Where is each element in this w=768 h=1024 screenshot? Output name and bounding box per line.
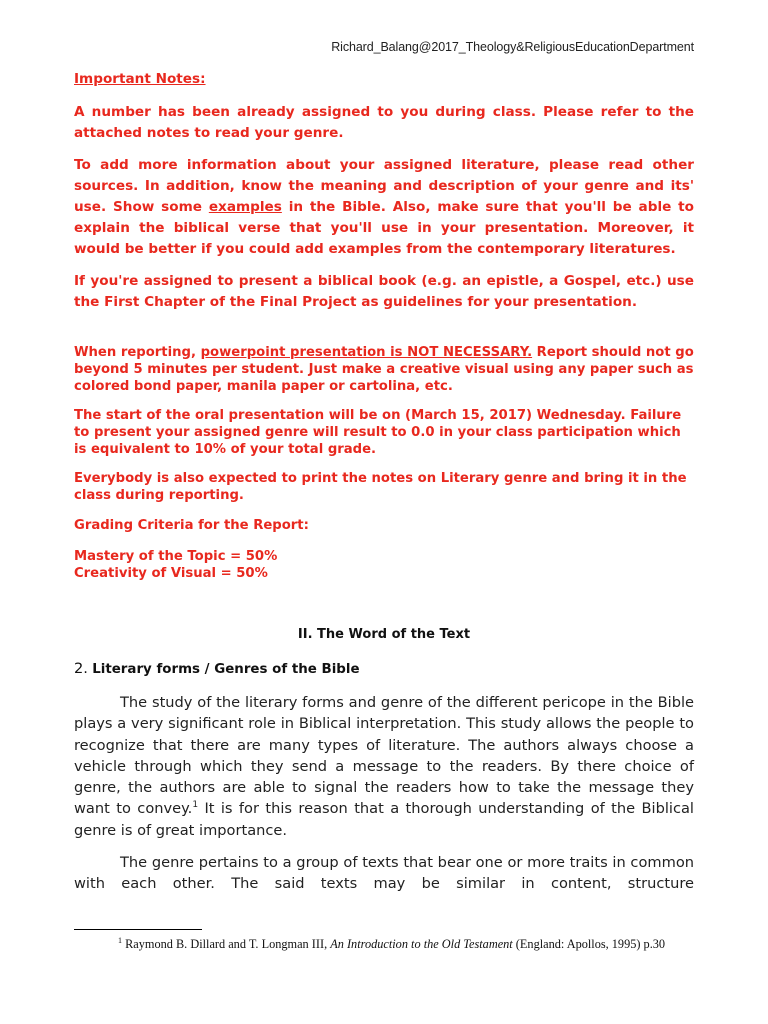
footnote-publication: (England: Apollos, 1995) p.30: [512, 937, 666, 951]
grading-criteria-heading: Grading Criteria for the Report:: [74, 518, 309, 533]
section-title: II. The Word of the Text: [297, 627, 471, 642]
footnote-author: Raymond B. Dillard and T. Longman III,: [122, 937, 331, 951]
note-paragraph: If you're assigned to present a biblical book (e.g. an epistle, a Gospel, etc.) use the First Chapter of the Final Project as guidelines for your presentation.: [74, 273, 694, 310]
note-paragraph: [74, 344, 694, 395]
criteria-item: Creativity of Visual = 50%: [74, 566, 268, 581]
body-paragraph: The genre pertains to a group of texts that bear one or more traits in common with each other. The said texts may be similar in content, structure: [74, 854, 694, 893]
subsection-heading: [74, 660, 360, 677]
grading-criteria-list: [74, 548, 694, 582]
note-text: in the Bible. Also, make sure that you'll be able to explain the biblical verse that you'll use in your presentation. Moreover, it would be better if you could add examples from the contemporary literatures.: [74, 199, 695, 257]
powerpoint-notice: powerpoint presentation is NOT NECESSARY.: [200, 345, 533, 360]
subsection-number: 2.: [74, 660, 88, 677]
note-text: When reporting,: [74, 345, 201, 360]
examples-link: examples: [208, 199, 282, 215]
note-print-notes: [74, 470, 694, 504]
note-paragraph: The start of the oral presentation will be on (March 15, 2017) Wednesday. Failure to present your assigned genre will result to 0.0 in your class participation which is equivalent to 10% of your total grade.: [74, 408, 682, 457]
subsection-title: Literary forms / Genres of the Bible: [92, 662, 360, 677]
note-paragraph: [74, 155, 694, 260]
footnote-reference: 1: [192, 800, 199, 811]
note-text: To add more information about your assigned literature, please read other sources. In addition, know the meaning and description of your genre and its' use. Show some: [74, 157, 694, 215]
body-paragraph-2: [74, 852, 694, 895]
note-reporting: [74, 344, 694, 395]
footnote-divider: [74, 929, 202, 930]
note-biblical-book: [74, 271, 694, 313]
important-notes-heading: Important Notes:: [74, 71, 206, 87]
note-more-information: [74, 155, 694, 260]
note-paragraph: A number has been already assigned to you during class. Please refer to the attached notes to read your genre.: [74, 104, 694, 141]
note-text: Report should not go beyond 5 minutes per student. Just make a creative visual using any paper such as colored bond paper, manila paper or cartolina, etc.: [74, 345, 694, 394]
body-paragraph: [74, 692, 694, 841]
body-text: The study of the literary forms and genre of the different pericope in the Bible plays a very significant role in Biblical interpretation. This study allows the people to recognize that there are many types of literature. The authors always choose a vehicle through which they send a message to the readers. By there choice of genre, the authors are able to signal the readers how to take the message they want to convey.: [74, 694, 694, 818]
note-paragraph: Everybody is also expected to print the notes on Literary genre and bring it in the class during reporting.: [74, 471, 687, 503]
body-paragraph-1: [74, 692, 694, 841]
body-text: It is for this reason that a thorough understanding of the Biblical genre is of great importance.: [74, 800, 694, 839]
footnote-marker: 1: [118, 935, 122, 945]
footnote: [118, 937, 718, 952]
page-header: Richard_Balang@2017_Theology&ReligiousEducationDepartment: [331, 40, 694, 54]
footnote-book-title: An Introduction to the Old Testament: [330, 937, 513, 951]
note-presentation-start: [74, 407, 694, 458]
note-number-assigned: [74, 102, 694, 144]
criteria-item: Mastery of the Topic = 50%: [74, 549, 278, 564]
